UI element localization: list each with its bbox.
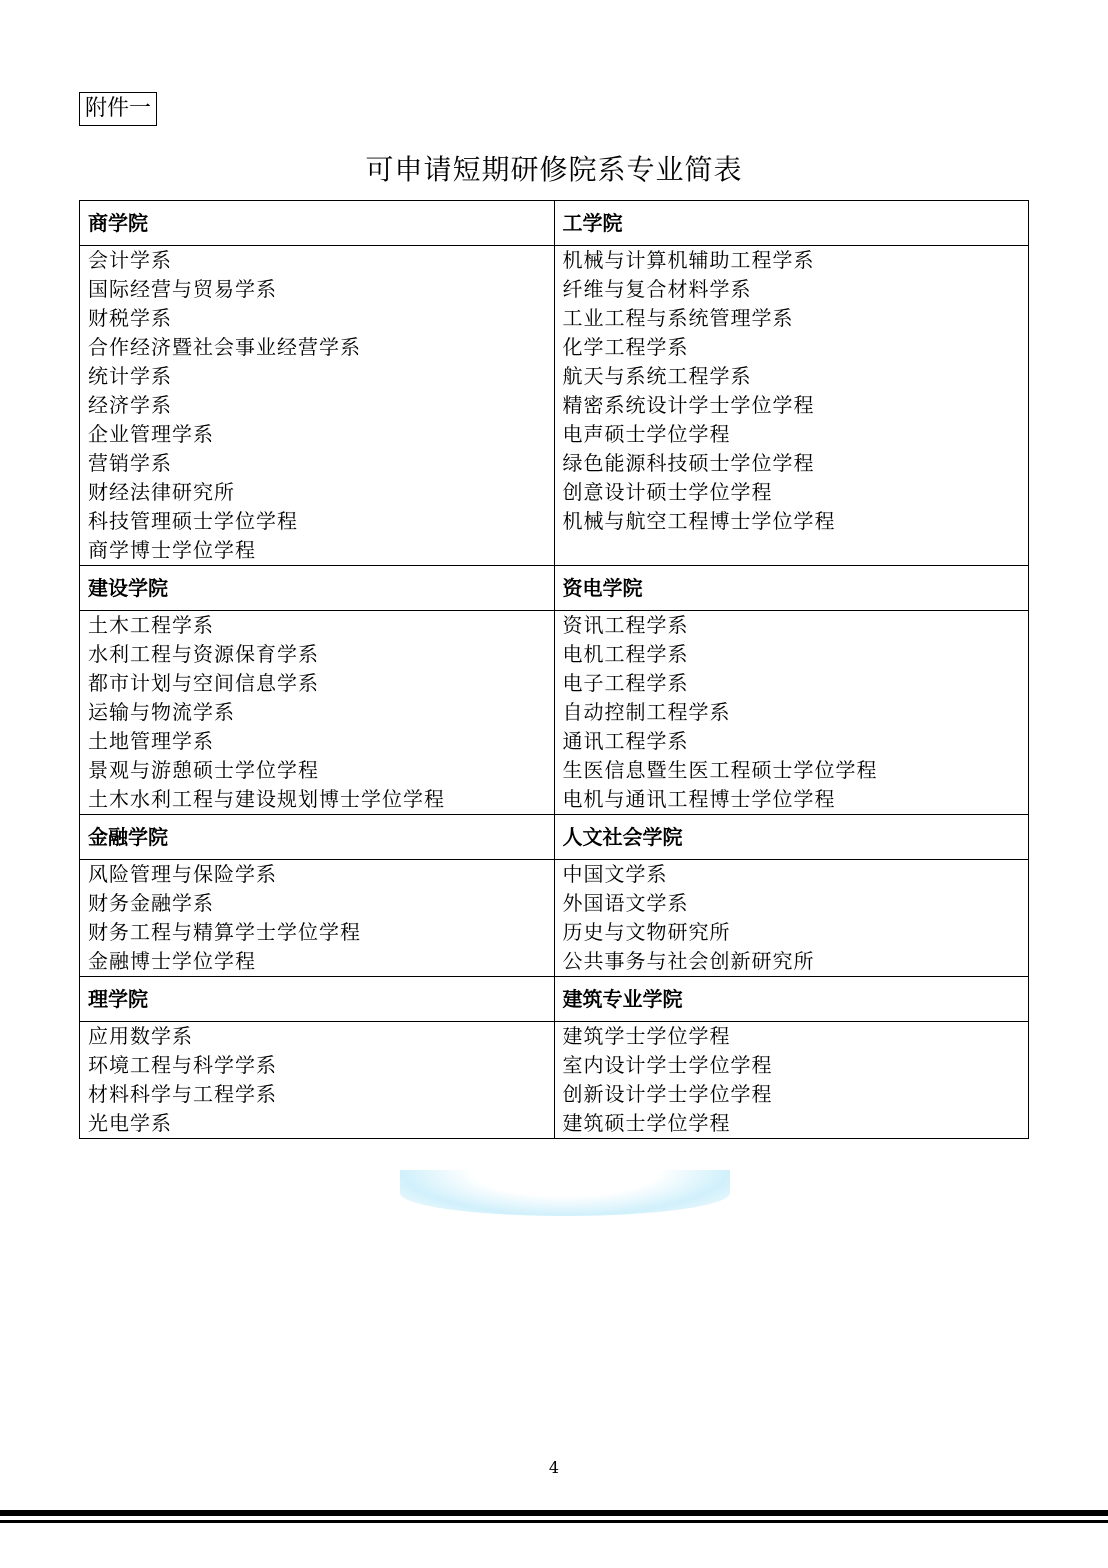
page-number: 4 [548,1458,560,1477]
department-list-row [80,246,1029,566]
department-item: 经济学系 [88,393,172,417]
college-header-row [80,566,1029,611]
department-item: 建筑硕士学位学程 [562,1111,731,1135]
department-item: 金融博士学位学程 [88,949,256,973]
department-item: 财务工程与精算学士学位学程 [88,920,361,944]
department-item: 土木工程学系 [88,613,214,637]
college-header-row [80,201,1029,246]
college-name: 理学院 [80,977,555,1022]
department-item: 景观与游憩硕士学位学程 [88,758,319,782]
department-item: 都市计划与空间信息学系 [88,671,319,695]
department-item: 财务金融学系 [88,891,214,915]
department-item: 光电学系 [88,1111,172,1135]
department-item: 精密系统设计学士学位学程 [562,393,815,417]
college-name: 人文社会学院 [554,815,1029,860]
department-item: 土地管理学系 [88,729,214,753]
department-list-row [80,611,1029,815]
department-list [80,860,555,977]
department-item: 科技管理硕士学位学程 [88,509,298,533]
department-item: 营销学系 [88,451,172,475]
department-item: 建筑学士学位学程 [562,1024,731,1048]
department-item: 创意设计硕士学位学程 [562,480,773,504]
department-list [80,1022,555,1139]
department-table-body [80,201,1029,1139]
department-list-row [80,1022,1029,1139]
department-item: 电声硕士学位学程 [562,422,731,446]
department-list [80,246,555,566]
department-item: 化学工程学系 [562,335,689,359]
college-name: 建筑专业学院 [554,977,1029,1022]
department-item: 资讯工程学系 [562,613,689,637]
department-item: 自动控制工程学系 [562,700,731,724]
department-item: 风险管理与保险学系 [88,862,277,886]
department-item: 土木水利工程与建设规划博士学位学程 [88,787,445,811]
department-item: 运输与物流学系 [88,700,235,724]
department-item: 工业工程与系统管理学系 [562,306,794,330]
department-item: 财税学系 [88,306,172,330]
department-item: 财经法律研究所 [88,480,235,504]
department-item: 国际经营与贸易学系 [88,277,277,301]
department-item: 会计学系 [88,248,172,272]
department-list [554,246,1029,566]
department-table [79,200,1029,1139]
department-item: 水利工程与资源保育学系 [88,642,319,666]
footer-rule-thick [0,1510,1108,1516]
department-list [554,860,1029,977]
department-item: 公共事务与社会创新研究所 [562,949,815,973]
department-item: 航天与系统工程学系 [562,364,752,388]
department-item: 绿色能源科技硕士学位学程 [562,451,815,475]
department-item: 统计学系 [88,364,172,388]
department-item: 环境工程与科学学系 [88,1053,277,1077]
college-name: 建设学院 [80,566,555,611]
attachment-label: 附件一 [79,92,157,126]
footer-rule-thin [0,1520,1108,1523]
department-item: 历史与文物研究所 [562,920,731,944]
college-name: 金融学院 [80,815,555,860]
department-item: 机械与计算机辅助工程学系 [562,248,815,272]
department-item: 应用数学系 [88,1024,193,1048]
department-list [554,611,1029,815]
college-name: 工学院 [554,201,1029,246]
department-item: 商学博士学位学程 [88,538,256,562]
department-item: 外国语文学系 [562,891,689,915]
department-item: 室内设计学士学位学程 [562,1053,773,1077]
department-item: 企业管理学系 [88,422,214,446]
department-item: 纤维与复合材料学系 [562,277,752,301]
department-item: 通讯工程学系 [562,729,689,753]
department-list-row [80,860,1029,977]
department-item: 合作经济暨社会事业经营学系 [88,335,361,359]
department-item: 电子工程学系 [562,671,689,695]
department-item: 中国文学系 [562,862,668,886]
college-header-row [80,977,1029,1022]
department-list [80,611,555,815]
department-list [554,1022,1029,1139]
department-item: 材料科学与工程学系 [88,1082,277,1106]
department-item: 电机工程学系 [562,642,689,666]
watermark-logo [400,1170,730,1216]
department-item: 电机与通讯工程博士学位学程 [562,787,836,811]
department-item: 创新设计学士学位学程 [562,1082,773,1106]
college-name: 资电学院 [554,566,1029,611]
department-item: 生医信息暨生医工程硕士学位学程 [562,758,878,782]
college-header-row [80,815,1029,860]
college-name: 商学院 [80,201,555,246]
page-title: 可申请短期研修院系专业简表 [365,153,743,186]
department-item: 机械与航空工程博士学位学程 [562,509,836,533]
